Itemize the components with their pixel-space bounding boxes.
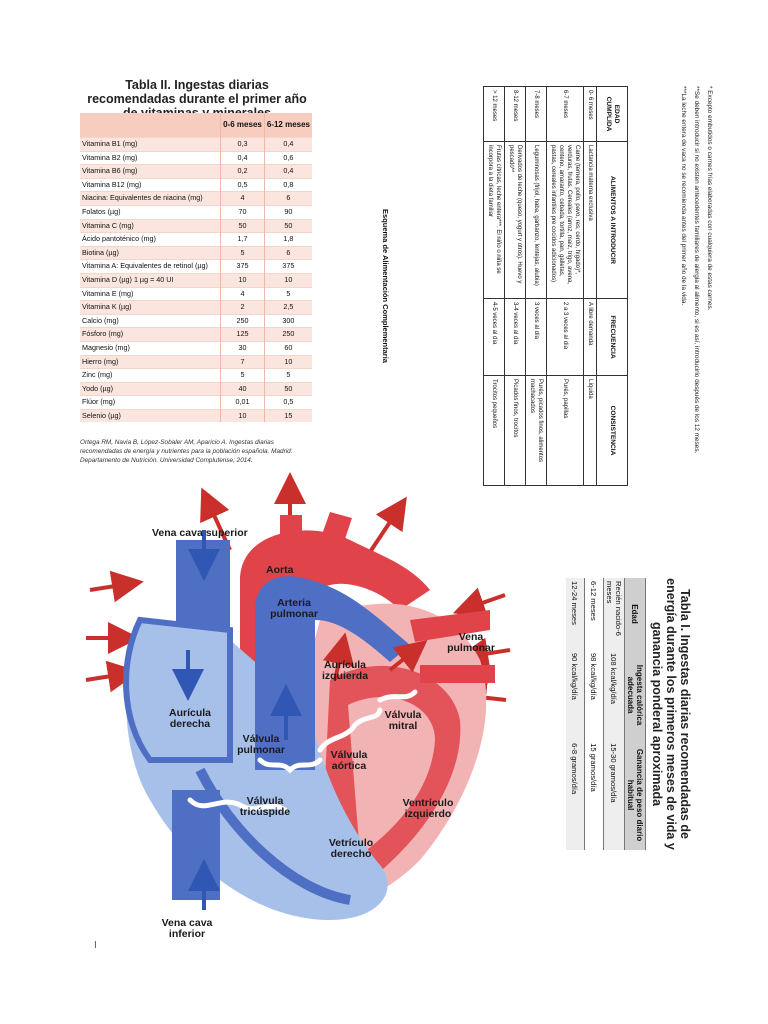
tabla-ii-row: [80, 409, 312, 422]
nutrient-name: Folatos (µg): [80, 205, 221, 219]
tabla-ii-row: [80, 273, 312, 287]
nutrient-name: Zinc (mg): [80, 369, 221, 383]
tabla-i-cell: 90 kcal/kg/día: [566, 650, 585, 740]
label-vena-cava-superior: Vena cava superior: [152, 527, 248, 539]
nutrient-value: 0,5: [221, 178, 265, 192]
esquema-row: [584, 87, 597, 486]
nutrient-name: Fósforo (mg): [80, 328, 221, 342]
tabla-i-title: Tabla I. Ingestas diarias recomendadas de energía durante los primeros meses de vida y ganancia ponderal aproximada: [650, 578, 692, 850]
tabla-ii-source: Ortega RM, Navia B, López-Sobaler AM, Aparicio A. Ingestas diarias recomendadas de energía y nutrientes para la población española. Madrid: Departamento de Nutrición. Universidad Complutense; 2014.: [80, 439, 293, 464]
esquema-cell: 0- 6 meses: [584, 87, 597, 142]
label-valvula-aortica: Válvula aórtica: [330, 749, 368, 772]
tabla-ii-col2: 6-12 meses: [264, 113, 312, 138]
esquema-row: [505, 87, 526, 486]
esquema-cell: Leguminosas (frijol, haba, garbanzo, lentejas, alubia): [526, 142, 547, 299]
tabla-ii-row: [80, 355, 312, 369]
tabla-i-row: [585, 578, 604, 850]
tabla-ii-row: [80, 328, 312, 342]
nutrient-name: Niacina: Equivalentes de niacina (mg): [80, 192, 221, 206]
esquema-cell: Líquida: [584, 376, 597, 486]
nutrient-value: 90: [264, 205, 312, 219]
nutrient-value: 250: [221, 314, 265, 328]
tabla-ii-row: [80, 246, 312, 260]
tabla-ii-row: [80, 382, 312, 396]
nutrient-value: 0,8: [264, 178, 312, 192]
esquema-cell: 6-7 meses: [547, 87, 584, 142]
esquema-block: [358, 86, 713, 486]
nutrient-value: 0,3: [221, 138, 265, 152]
esquema-cell: 7-8 meses: [526, 87, 547, 142]
label-ventriculo-izquierdo: Ventrículo izquierdo: [402, 797, 454, 820]
tabla-ii-row: [80, 287, 312, 301]
heart-illustration: [80, 470, 530, 950]
nutrient-name: Ácido pantoténico (mg): [80, 233, 221, 247]
nutrient-value: 2,5: [264, 301, 312, 315]
nutrient-name: Magnesio (mg): [80, 341, 221, 355]
tabla-ii-title: Tabla II. Ingestas diarias recomendadas durante el primer año: [87, 78, 307, 106]
nutrient-name: Flúor (mg): [80, 396, 221, 410]
nutrient-value: 5: [221, 369, 265, 383]
esquema-table: [483, 86, 628, 486]
label-ventriculo-derecho: Vetrículo derecho: [328, 837, 374, 860]
nutrient-value: 0,01: [221, 396, 265, 410]
page-number: I: [94, 940, 97, 951]
label-aorta: Aorta: [266, 564, 294, 576]
tabla-i-header: Edad: [625, 578, 646, 650]
nutrient-value: 300: [264, 314, 312, 328]
tabla-i: [566, 578, 646, 850]
nutrient-value: 250: [264, 328, 312, 342]
nutrient-value: 4: [221, 192, 265, 206]
esquema-row: [484, 87, 505, 486]
tabla-i-header: Ingesta calórica adecuada: [625, 650, 646, 740]
nutrient-value: 4: [221, 287, 265, 301]
nutrient-value: 70: [221, 205, 265, 219]
tabla-i-header: Ganancia de peso diario habitual: [625, 740, 646, 850]
tabla-i-cell: Recién nacido-6 meses: [604, 578, 625, 650]
nutrient-value: 6: [264, 192, 312, 206]
tabla-ii-row: [80, 260, 312, 274]
tabla-ii-row: [80, 151, 312, 165]
esquema-note: **Se deben introducir si no existen antecedentes familiares de alergia al alimento, si es así, introducirlo después de los 12 meses.: [693, 86, 700, 454]
esquema-cell: 3-4 veces al día: [505, 299, 526, 376]
nutrient-value: 5: [264, 369, 312, 383]
label-vena-cava-inferior: Vena cava inferior: [161, 917, 213, 940]
esquema-cell: Trocitos pequeños: [484, 376, 505, 486]
tabla-i-cell: 15 gramos/día: [585, 740, 604, 850]
esquema-notes: [677, 86, 716, 496]
esquema-cell: 2 a 3 veces al día: [547, 299, 584, 376]
nutrient-name: Vitamina D (µg) 1 µg = 40 UI: [80, 273, 221, 287]
esquema-cell: A libre demanda: [584, 299, 597, 376]
nutrient-value: 125: [221, 328, 265, 342]
tabla-ii: [80, 113, 312, 422]
tabla-ii-col1: 0-6 meses: [221, 113, 265, 138]
label-vena-pulmonar: Vena pulmonar: [447, 631, 495, 654]
esquema-cell: Picados finos, trocitos: [505, 376, 526, 486]
nutrient-value: 10: [221, 273, 265, 287]
esquema-row: [547, 87, 584, 486]
tabla-ii-row: [80, 314, 312, 328]
nutrient-value: 5: [264, 287, 312, 301]
label-arteria-pulmonar: Arteria pulmonar: [270, 597, 318, 620]
nutrient-value: 60: [264, 341, 312, 355]
nutrient-name: Calcio (mg): [80, 314, 221, 328]
esquema-cell: Purés, papillas: [547, 376, 584, 486]
nutrient-value: 2: [221, 301, 265, 315]
nutrient-value: 1,8: [264, 233, 312, 247]
esquema-cell: Lactancia materna exclusiva: [584, 142, 597, 299]
tabla-i-row: [604, 578, 625, 850]
nutrient-value: 50: [264, 219, 312, 233]
nutrient-name: Vitamina B6 (mg): [80, 165, 221, 179]
esquema-title: Esquema de Alimentación Complementaria: [381, 209, 390, 363]
nutrient-name: Vitamina E (mg): [80, 287, 221, 301]
esquema-cell: Purés, picados finos, alimentos machacados: [526, 376, 547, 486]
nutrient-value: 30: [221, 341, 265, 355]
tabla-i-cell: 6-12 meses: [585, 578, 604, 650]
esquema-header: EDAD CUMPLIDA: [597, 87, 628, 142]
esquema-cell: Frutas cítricas, leche entera***. El niño o niña se incorpora a la dieta familiar: [484, 142, 505, 299]
nutrient-value: 0,4: [264, 138, 312, 152]
tabla-ii-row: [80, 369, 312, 383]
tabla-i-cell: 15-30 gramos/día: [604, 740, 625, 850]
nutrient-name: Vitamina C (mg): [80, 219, 221, 233]
esquema-note: ***La leche entera de vaca no se recomienda antes del primer año de la vida.: [680, 86, 687, 306]
nutrient-value: 0,4: [264, 165, 312, 179]
tabla-i-cell: 108 kcal/kg/día: [604, 650, 625, 740]
esquema-cell: 3 veces al día: [526, 299, 547, 376]
nutrient-value: 6: [264, 246, 312, 260]
nutrient-value: 5: [221, 246, 265, 260]
tabla-i-cell: 6-8 gramos/día: [566, 740, 585, 850]
heart-diagram: [80, 470, 530, 950]
esquema-cell: Carne (ternera, pollo, pavo, res, cerdo, hígado)*, verduras, frutas. Cereales (arroz, maíz, trigo, avena, centeno, amaranto, cebada, tortilla, pan, galletas, pastas, cereales infantiles pre cocidos adicionados): [547, 142, 584, 299]
esquema-header: FRECUENCIA: [597, 299, 628, 376]
esquema-cell: > 12 meses: [484, 87, 505, 142]
nutrient-value: 10: [264, 273, 312, 287]
esquema-header: ALIMENTOS A INTRODUCIR: [597, 142, 628, 299]
nutrient-value: 50: [221, 219, 265, 233]
tabla-ii-row: [80, 396, 312, 410]
label-valvula-mitral: Válvula mitral: [384, 709, 422, 732]
nutrient-value: 40: [221, 382, 265, 396]
tabla-i-block: [542, 578, 692, 850]
nutrient-value: 0,4: [221, 151, 265, 165]
nutrient-name: Selenio (µg): [80, 409, 221, 422]
esquema-row: [526, 87, 547, 486]
label-valvula-tricuspide: Válvula tricúspide: [239, 795, 291, 818]
esquema-cell: Derivados de leche (queso, yogurt y otros). Huevo y pescado**: [505, 142, 526, 299]
nutrient-name: Vitamina B1 (mg): [80, 138, 221, 152]
nutrient-value: 0,6: [264, 151, 312, 165]
nutrient-name: Biotina (µg): [80, 246, 221, 260]
nutrient-name: Hierro (mg): [80, 355, 221, 369]
tabla-i-cell: 12-24 meses: [566, 578, 585, 650]
tabla-ii-row: [80, 192, 312, 206]
tabla-ii-row: [80, 165, 312, 179]
nutrient-value: 10: [221, 409, 265, 422]
tabla-ii-row: [80, 301, 312, 315]
tabla-ii-row: [80, 138, 312, 152]
tabla-ii-row: [80, 341, 312, 355]
nutrient-value: 50: [264, 382, 312, 396]
nutrient-value: 1,7: [221, 233, 265, 247]
tabla-i-row: [566, 578, 585, 850]
nutrient-name: Vitamina B2 (mg): [80, 151, 221, 165]
esquema-note: * Excepto embutidos o carnes frías elaboradas con cualquiera de estas carnes.: [706, 86, 713, 311]
nutrient-value: 10: [264, 355, 312, 369]
nutrient-value: 7: [221, 355, 265, 369]
tabla-ii-row: [80, 178, 312, 192]
esquema-header: CONSISTENCIA: [597, 376, 628, 486]
tabla-i-cell: 98 kcal/kg/día: [585, 650, 604, 740]
nutrient-value: 15: [264, 409, 312, 422]
label-auricula-izquierda: Aurícula izquierda: [321, 659, 369, 682]
nutrient-name: Vitamina B12 (mg): [80, 178, 221, 192]
esquema-cell: 4-5 veces al día: [484, 299, 505, 376]
nutrient-name: Yodo (µg): [80, 382, 221, 396]
nutrient-name: Vitamina K (µg): [80, 301, 221, 315]
esquema-cell: 8-12 meses: [505, 87, 526, 142]
nutrient-value: 375: [221, 260, 265, 274]
label-auricula-derecha: Aurícula derecha: [168, 707, 211, 730]
nutrient-name: Vitamina A: Equivalentes de retinol (µg): [80, 260, 221, 274]
tabla-ii-row: [80, 205, 312, 219]
tabla-ii-row: [80, 233, 312, 247]
nutrient-value: 375: [264, 260, 312, 274]
tabla-ii-row: [80, 219, 312, 233]
nutrient-value: 0,5: [264, 396, 312, 410]
nutrient-value: 0,2: [221, 165, 265, 179]
right-atrium-shape: [126, 620, 230, 760]
label-valvula-pulmonar: Válvula pulmonar: [237, 733, 285, 756]
